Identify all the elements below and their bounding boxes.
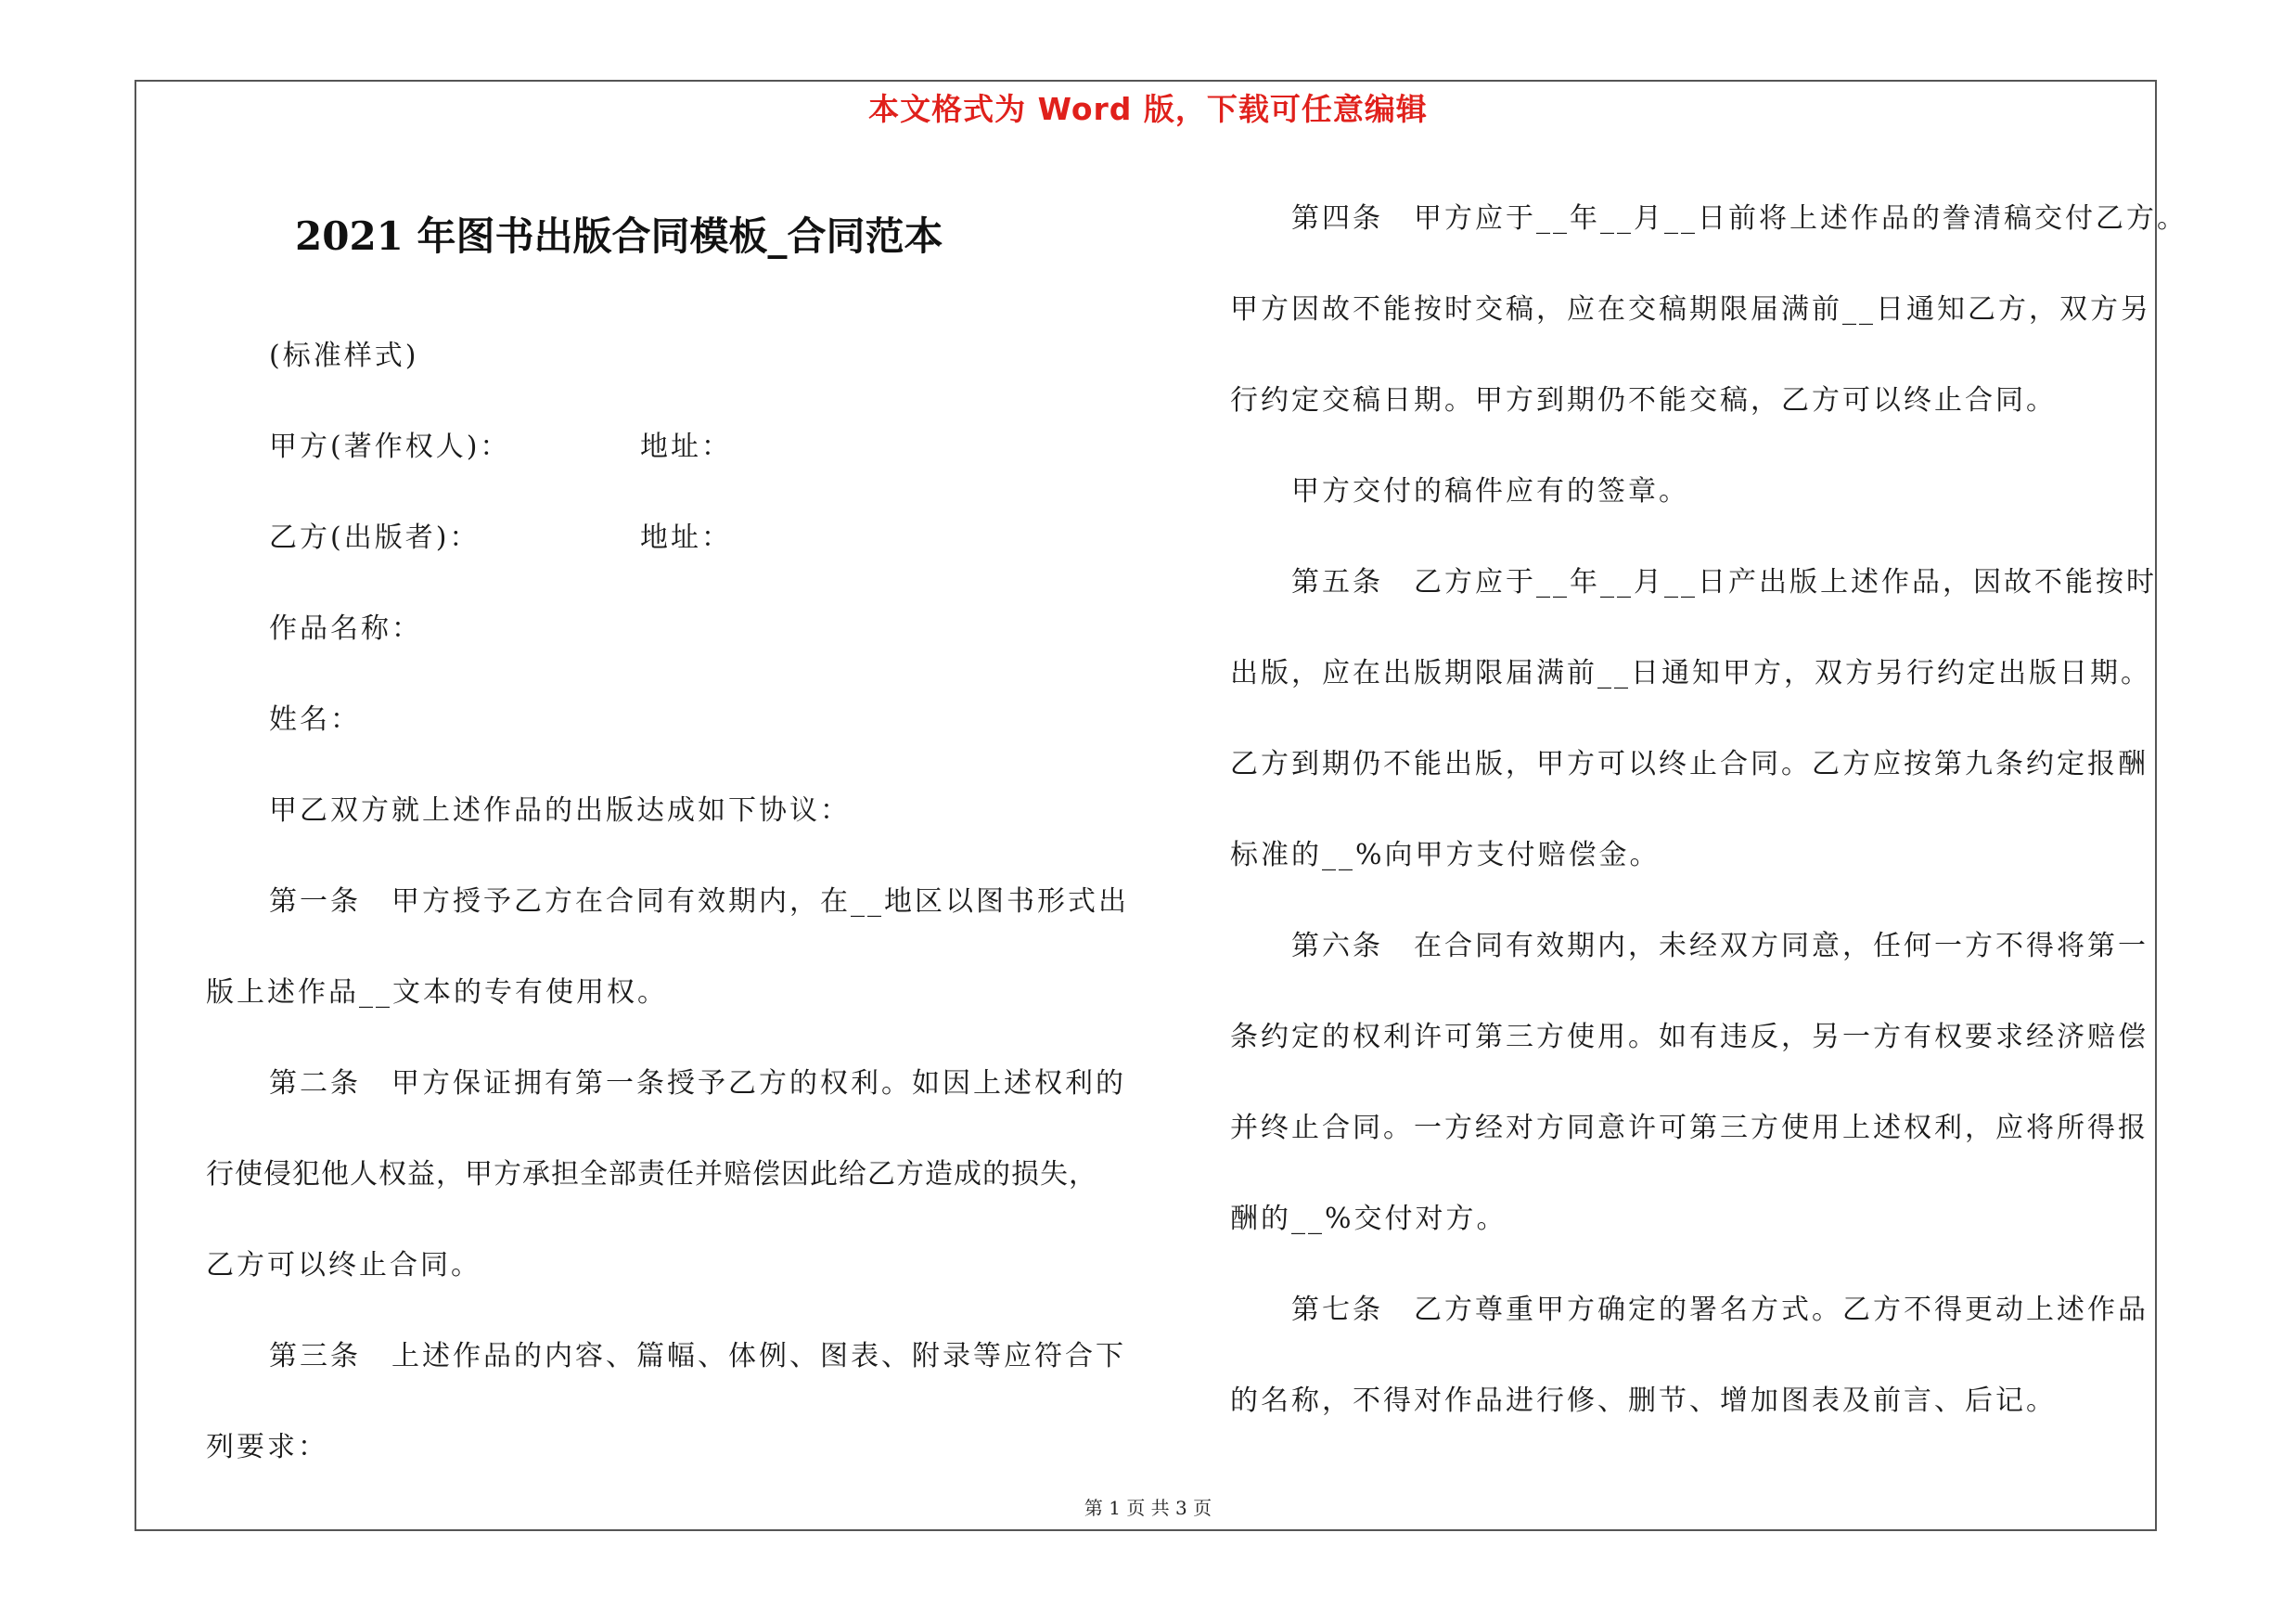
text-line: 酬的__%交付对方。 (1230, 1203, 1507, 1235)
text-line: 甲方交付的稿件应有的签章。 (1291, 475, 1689, 508)
text-line: 地址： (640, 431, 732, 463)
text-line: 第一条 甲方授予乙方在合同有效期内，在__地区以图书形式出 (269, 885, 1129, 918)
text-line: (标准样式) (269, 340, 419, 372)
text-line: 并终止合同。一方经对方同意许可第三方使用上述权利，应将所得报 (1230, 1112, 2148, 1144)
text-line: 第五条 乙方应于__年__月__日产出版上述作品，因故不能按时 (1291, 566, 2157, 599)
text-line: 版上述作品__文本的专有使用权。 (206, 976, 668, 1009)
text-line: 行约定交稿日期。甲方到期仍不能交稿，乙方可以终止合同。 (1230, 384, 2057, 417)
text-line: 行使侵犯他人权益，甲方承担全部责任并赔偿因此给乙方造成的损失， (206, 1158, 1097, 1191)
text-line: 第二条 甲方保证拥有第一条授予乙方的权利。如因上述权利的 (269, 1067, 1126, 1100)
text-line: 第四条 甲方应于__年__月__日前将上述作品的誊清稿交付乙方。 (1291, 202, 2187, 235)
text-line: 第三条 上述作品的内容、篇幅、体例、图表、附录等应符合下 (269, 1340, 1126, 1372)
text-line: 乙方可以终止合同。 (206, 1249, 481, 1282)
text-line: 的名称，不得对作品进行修、删节、增加图表及前言、后记。 (1230, 1385, 2057, 1417)
text-line: 乙方到期仍不能出版，甲方可以终止合同。乙方应按第九条约定报酬 (1230, 748, 2148, 780)
text-line: 列要求： (206, 1431, 328, 1463)
text-line: 第七条 乙方尊重甲方确定的署名方式。乙方不得更动上述作品 (1291, 1294, 2148, 1326)
text-line: 作品名称： (269, 612, 422, 645)
text-line: 姓名： (269, 703, 361, 736)
text-line: 标准的__%向甲方支付赔偿金。 (1230, 839, 1661, 871)
text-line: 甲方因故不能按时交稿，应在交稿期限届满前__日通知乙方，双方另 (1230, 293, 2151, 326)
text-line: 乙方(出版者)： (269, 522, 481, 554)
text-line: 甲乙双方就上述作品的出版达成如下协议： (269, 794, 851, 827)
document-title: 2021 年图书出版合同模板_合同范本 (295, 213, 943, 259)
text-line: 甲方(著作权人)： (269, 431, 511, 463)
text-line: 出版，应在出版期限届满前__日通知甲方，双方另行约定出版日期。 (1230, 657, 2151, 689)
word-format-banner: 本文格式为 Word 版，下载可任意编辑 (868, 91, 1428, 127)
page-number-footer: 第 1 页 共 3 页 (1084, 1497, 1212, 1519)
text-line: 第六条 在合同有效期内，未经双方同意，任何一方不得将第一 (1291, 930, 2148, 962)
text-line: 条约定的权利许可第三方使用。如有违反，另一方有权要求经济赔偿 (1230, 1021, 2148, 1053)
text-line: 地址： (640, 522, 732, 554)
